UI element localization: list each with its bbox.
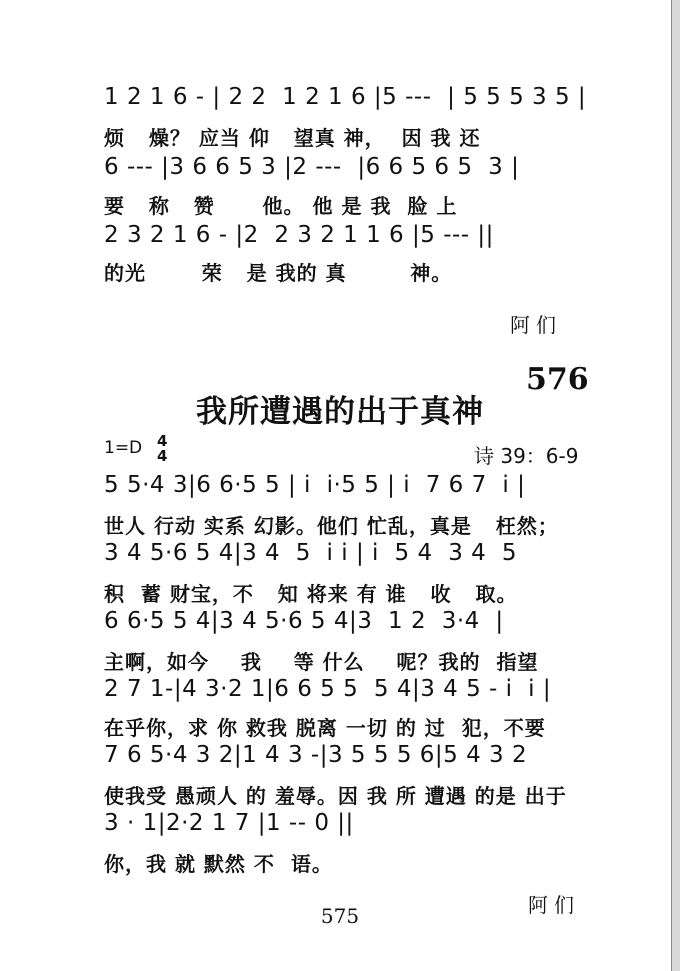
- page-number: 575: [320, 904, 360, 928]
- scripture-reference: 诗 39：6-9: [474, 444, 579, 468]
- hymn-lyrics-line-3: 主啊，如今 我 等 什么 呢？我的 指望: [104, 650, 539, 674]
- top-amen: 阿们: [510, 313, 562, 337]
- hymn-lyrics-line-2: 积 蓄 财宝，不 知 将来 有 谁 收 取。: [104, 582, 518, 606]
- hymn-title: 我所遭遇的出于真神: [196, 394, 484, 430]
- hymn-number: 576: [526, 362, 589, 397]
- time-signature-top: 4: [157, 432, 168, 450]
- hymn-notes-line-4: 2 7 1-|4 3·2 1|6 6 5 5 5 4|3 4 5 - i i |: [104, 676, 552, 702]
- top-lyrics-line-2: 要 称 赞 他。 他 是 我 脸 上: [104, 194, 458, 218]
- key-signature: 1=D: [104, 438, 143, 458]
- top-notes-line-2: 6 --- |3 6 6 5 3 |2 --- |6 6 5 6 5 3 |: [104, 154, 520, 180]
- hymn-notes-line-5: 7 6 5·4 3 2|1 4 3 -|3 5 5 5 6|5 4 3 2: [104, 742, 528, 768]
- hymn-notes-line-3: 6 6·5 5 4|3 4 5·6 5 4|3 1 2 3·4 |: [104, 608, 504, 634]
- top-notes-line-3: 2 3 2 1 6 - |2 2 3 2 1 1 6 |5 --- ||: [104, 222, 494, 248]
- hymn-lyrics-line-6: 你，我 就 默然 不 语。: [104, 852, 333, 876]
- top-lyrics-line-1: 烦 燥？ 应当 仰 望真 神， 因 我 还: [104, 126, 481, 150]
- top-lyrics-line-3: 的光 荣 是 我的 真 神。: [104, 261, 453, 285]
- time-signature-bottom: 4: [157, 447, 168, 465]
- hymn-amen: 阿们: [528, 893, 580, 917]
- hymn-lyrics-line-4: 在乎你，求 你 救我 脱离 一切 的 过 犯，不要: [104, 716, 546, 740]
- hymn-notes-line-2: 3 4 5·6 5 4|3 4 5 i i | i 5 4 3 4 5: [104, 540, 518, 566]
- hymn-lyrics-line-5: 使我受 愚顽人 的 羞辱。因 我 所 遭遇 的是 出于: [104, 784, 567, 808]
- top-notes-line-1: 1 2 1 6 - | 2 2 1 2 1 6 |5 --- | 5 5 5 3 5 |: [104, 84, 587, 110]
- time-signature: [157, 434, 167, 464]
- hymn-notes-line-6: 3 · 1|2·2 1 7 |1 -- 0 ||: [104, 810, 354, 836]
- hymn-notes-line-1: 5 5·4 3|6 6·5 5 | i i·5 5 | i 7 6 7 i |: [104, 472, 526, 498]
- hymn-lyrics-line-1: 世人 行动 实系 幻影。他们 忙乱，真是 枉然；: [104, 514, 559, 538]
- page-edge: [671, 0, 680, 971]
